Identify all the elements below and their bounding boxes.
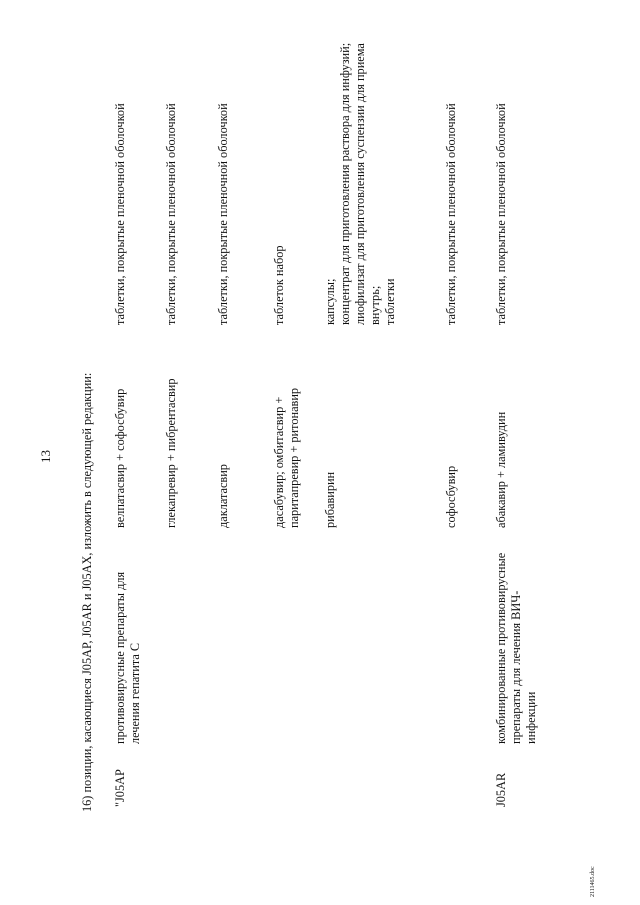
drug-form: таблеток набор — [272, 245, 286, 325]
drug-form: таблетки, покрытые пленочной оболочкой — [164, 103, 178, 325]
footer-filename: 2111465.doc — [590, 866, 596, 897]
drug-name: рибавирин — [323, 471, 337, 528]
drug-name: велпатасвир + софосбувир — [113, 388, 127, 528]
intro-text: 16) позиции, касающиеся J05AP, J05AR и J05AX, изложить в следующей редакции: — [80, 372, 94, 812]
drug-name: абакавир + ламивудин — [494, 411, 508, 528]
group-name: противовирусные препараты для лечения гепатита С — [113, 571, 142, 744]
drug-form: таблетки, покрытые пленочной оболочкой — [113, 103, 127, 325]
drug-form: капсулы; концентрат для приготовления раствора для инфузий; лиофилизат для приготовления суспензии для приема внутрь; таблетки — [323, 42, 397, 325]
drug-form: таблетки, покрытые пленочной оболочкой — [494, 103, 508, 325]
atc-code: J05AR — [494, 772, 508, 807]
drug-form: таблетки, покрытые пленочной оболочкой — [444, 103, 458, 325]
group-name: комбинированные противовирусные препараты для лечения ВИЧ-инфекции — [494, 552, 538, 744]
drug-name: дасабувир; омбитасвир + паритапревир + ритонавир — [272, 387, 301, 528]
atc-code: "J05AP — [113, 769, 127, 807]
drug-name: глекапревир + пибрентасвир — [164, 378, 178, 528]
drug-name: даклатасвир — [216, 464, 230, 528]
drug-name: софосбувир — [444, 465, 458, 528]
drug-form: таблетки, покрытые пленочной оболочкой — [216, 103, 230, 325]
page-number: 13 — [38, 450, 53, 463]
